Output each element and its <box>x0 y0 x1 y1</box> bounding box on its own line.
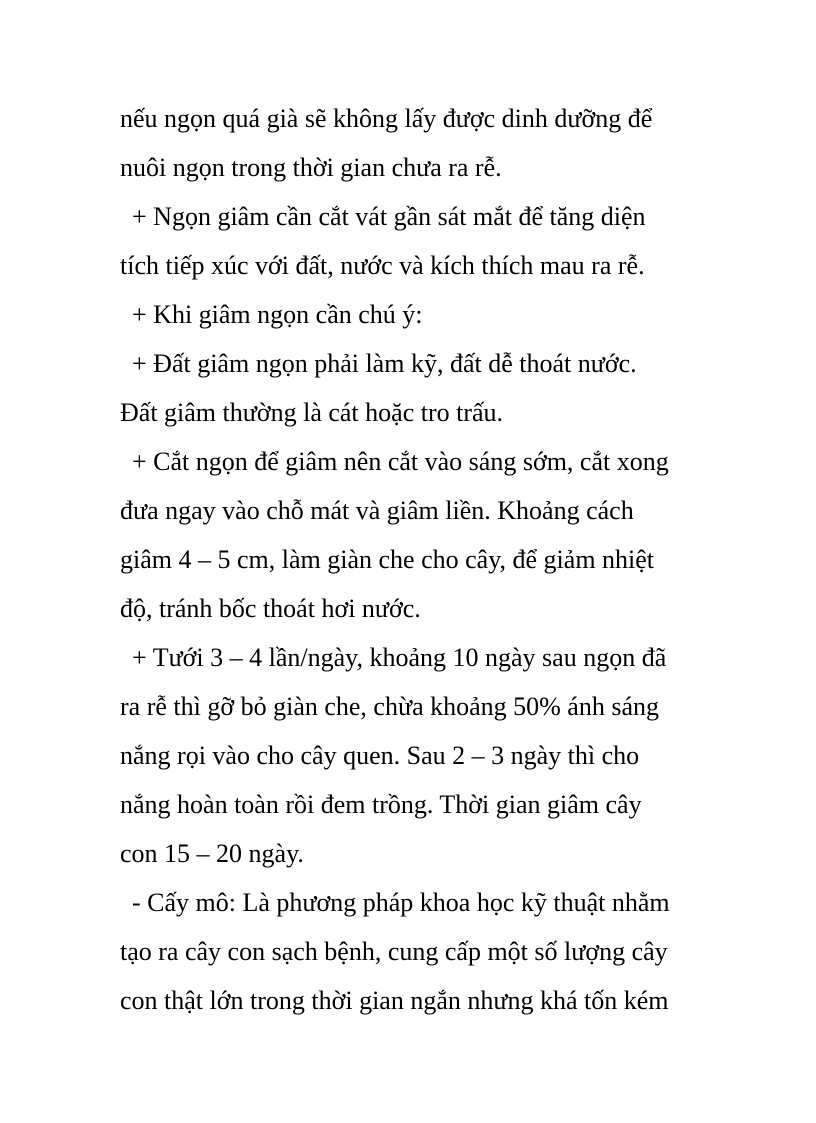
text-line: nắng hoàn toàn rồi đem trồng. Thời gian giâm cây <box>120 790 642 819</box>
text-line: tạo ra cây con sạch bệnh, cung cấp một số lượng cây <box>120 937 668 966</box>
text-line: nếu ngọn quá già sẽ không lấy được dinh dưỡng để <box>120 104 653 133</box>
text-line: tích tiếp xúc với đất, nước và kích thích mau ra rễ. <box>120 251 645 280</box>
text-line: + Tưới 3 – 4 lần/ngày, khoảng 10 ngày sau ngọn đã <box>132 643 667 672</box>
text-line: Đất giâm thường là cát hoặc tro trấu. <box>120 398 504 427</box>
text-line: con thật lớn trong thời gian ngắn nhưng khá tốn kém <box>120 986 669 1015</box>
text-line: + Cắt ngọn để giâm nên cắt vào sáng sớm, cắt xong <box>132 447 669 476</box>
text-line: + Khi giâm ngọn cần chú ý: <box>132 300 423 329</box>
text-line: giâm 4 – 5 cm, làm giàn che cho cây, để giảm nhiệt <box>120 545 655 574</box>
text-line: đưa ngay vào chỗ mát và giâm liền. Khoảng cách <box>120 496 634 525</box>
text-line: nuôi ngọn trong thời gian chưa ra rễ. <box>120 153 502 182</box>
text-line: độ, tránh bốc thoát hơi nước. <box>120 594 421 623</box>
text-line: - Cấy mô: Là phương pháp khoa học kỹ thuật nhằm <box>132 888 670 917</box>
text-line: + Ngọn giâm cần cắt vát gần sát mắt để tăng diện <box>132 202 646 231</box>
text-line: ra rễ thì gỡ bỏ giàn che, chừa khoảng 50% ánh sáng <box>120 692 660 721</box>
document-page <box>120 94 700 1025</box>
text-line: + Đất giâm ngọn phải làm kỹ, đất dễ thoát nước. <box>132 349 637 378</box>
text-line: nắng rọi vào cho cây quen. Sau 2 – 3 ngày thì cho <box>120 741 640 770</box>
text-line: con 15 – 20 ngày. <box>120 839 304 868</box>
